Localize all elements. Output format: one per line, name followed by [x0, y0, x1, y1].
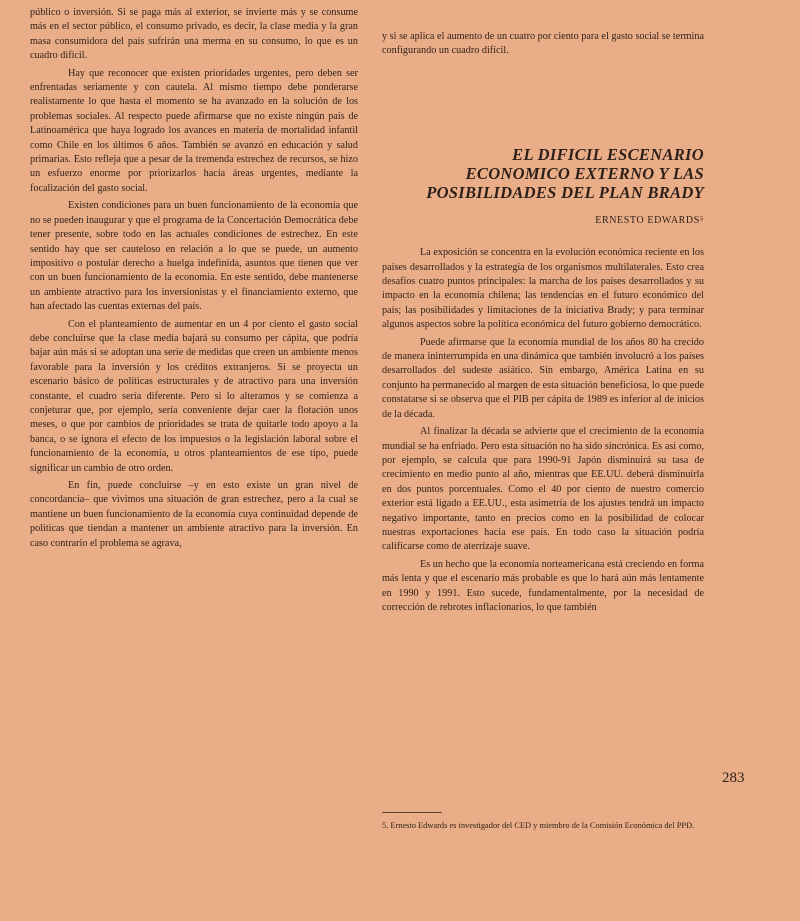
paragraph: En fin, puede concluirse –y en esto existe un gran nivel de concordancia– que vivimos una situación de gran estrechez, pero a la cual se mantiene un buen funcionamiento de la economía cuya continuidad depende de políticas que tiendan a mantener un ambiente atractivo para la inversión. En caso contrario el problema se agrava, — [30, 480, 358, 549]
heading-line: EL DIFICIL ESCENARIO — [512, 144, 704, 164]
paragraph: Existen condiciones para un buen funcionamiento de la economía que no se pueden inaugurar y que el programa de la Concertación Democrática debe tener presente, sobre todo en las actuales condiciones de estrechez. En este sentido hay que ser cauteloso en relación a lo que se puede, un aumento impositivo o postular derecho a huelga indefinida, asuntos que tienen que ver con un buen funcionamiento de la economía. En este sentido, debe mantenerse un ambiente atractivo para los inversionistas y el financiamiento externo, que han afectado las cuentas externas del país. — [30, 200, 358, 313]
heading-line: POSIBILIDADES DEL PLAN BRADY — [426, 182, 704, 202]
paragraph: Hay que reconocer que existen prioridades urgentes, pero deben ser enfrentadas seriamente y con cautela. Al mismo tiempo debe ponderarse realistamente lo que hasta el momento se ha avanzado en la solución de los problemas sociales. Al respecto puede afirmarse que no existe ningún país de Latinoamérica que haya logrado los avances en materia de mortalidad infantil como Chile en los últimos 6 años. También se avanzó en educación y salud primarias. Esto refleja que a pesar de la tremenda estrechez de recursos, se hizo un esfuerzo enorme por priorizarlos hacia áreas urgentes, mediante la focalización del gasto social. — [30, 67, 358, 194]
footnote-divider — [382, 812, 442, 813]
left-column — [30, 6, 358, 554]
paragraph: Con el planteamiento de aumentar en un 4 por ciento el gasto social debe concluirse que la clase media bajará su consumo per cápita, que podría bajar aún más si se adoptan una serie de medidas que creen un ambiente menos favorable para la inversión y los créditos extranjeros. Si se proyecta un escenario básico de políticas estructurales y de atractivo para una inversión constante, el cuadro sería diferente. Pero si lo alteramos y se comienza a conjeturar que, por ejemplo, sería conveniente dejar caer la flotación unos meses, o que por cambios de prioridades se trata de quitarle todo apoyo a la banca, o se ignora el efecto de los impuestos o la legislación laboral sobre el funcionamiento de la economía, u otros planteamientos de ese tipo, puede significar un cambio de otro orden. — [30, 318, 358, 474]
author-byline: ERNESTO EDWARDS⁵ — [595, 214, 704, 226]
paragraph: público o inversión. Si se paga más al exterior, se invierte más y se consume más en el sector público, el consumo privado, es decir, la clase media y la gran masa consumidora del país sufrirán una merma en su consumo, lo que es un cuadro difícil. — [30, 7, 358, 62]
paragraph: y si se aplica el aumento de un cuatro por ciento para el gasto social se termina configurando un cuadro difícil. — [382, 31, 704, 57]
paragraph: La exposición se concentra en la evolución económica reciente en los países desarrollados y la estrategia de los organismos multilaterales. Esto crea desafíos cuatro puntos principales: la marcha de los países desarrollados y su impacto en la economía chilena; las tendencias en el futuro económico del país; las posibilidades y limitaciones de la iniciativa Brady; y para terminar algunos aspectos sobre la política económica del futuro gobierno democrático. — [382, 247, 704, 331]
heading-line: ECONOMICO EXTERNO Y LAS — [465, 163, 704, 183]
paragraph: Es un hecho que la economía norteamericana está creciendo en forma más lenta y que el escenario más probable es que lo hará aún más lentamente en 1990 y 1991. Esto sucede, fundamentalmente, por la necesidad de corrección de rebrotes inflacionarios, lo que también — [382, 558, 704, 613]
right-column — [382, 30, 704, 618]
paragraph: Al finalizar la década se advierte que el crecimiento de la economía mundial se ha enfriado. Pero esta situación no ha sido sincrónica. Es así como, por ejemplo, se calcula que para 1990-91 Japón disminuirá su tasa de crecimiento en medio punto al año, mientras que EE.UU. deberá disminuirla en dos puntos porcentuales. Como el 40 por ciento de nuestro comercio exterior está ligado a EE.UU., esta asimetría de los ajustes tendrá un impacto negativo importante, tanto en precios como en la posibilidad de colocar nuestras exportaciones hacia ese país. En todo caso la situación podría calificarse como de aterrizaje suave. — [382, 426, 704, 553]
section-heading — [382, 145, 704, 202]
footnote: 5. Ernesto Edwards es investigador del CED y miembro de la Comisión Económica del PPD. — [382, 821, 695, 830]
paragraph: Puede afirmarse que la economía mundial de los años 80 ha crecido de manera ininterrumpida en una dinámica que también involucró a los países desarrollados del sudeste asiático. Sin embargo, América Latina en su conjunto ha permanecido al margen de esta situación beneficiosa, lo que puede constatarse si se observa que el PIB per cápita de 1989 es inferior al de inicios de la década. — [382, 336, 704, 420]
page-number: 283 — [722, 770, 745, 786]
